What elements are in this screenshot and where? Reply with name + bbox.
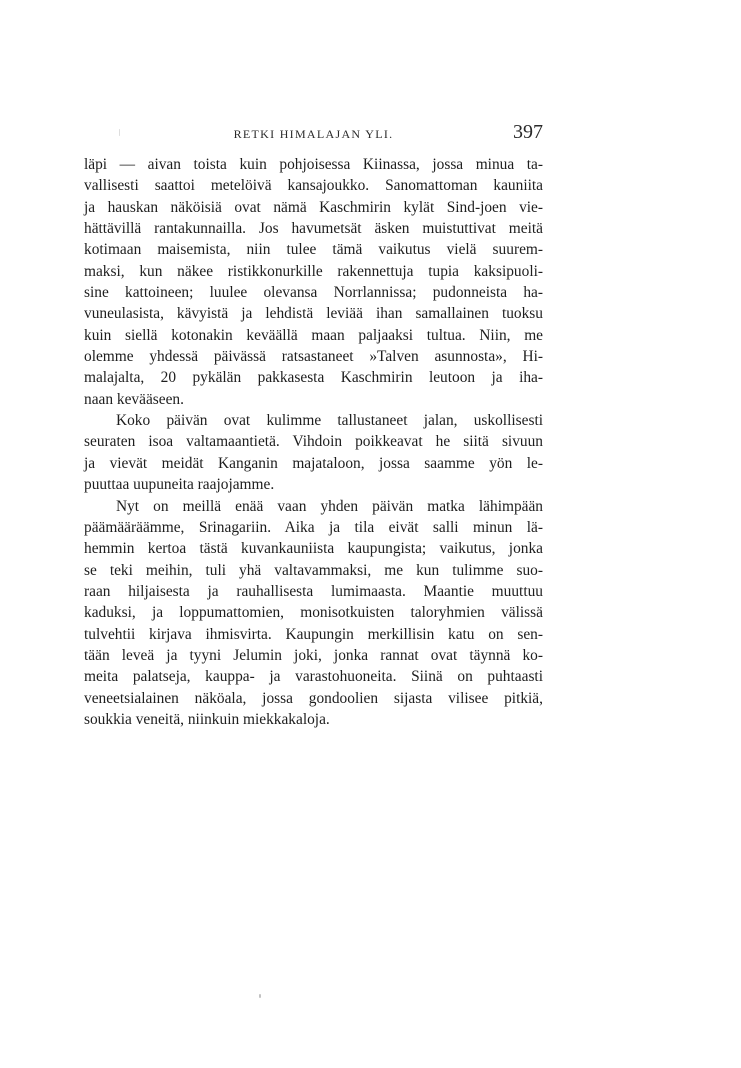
text-line: maksi, kun näkee ristikkonurkille rakennettuja tupia kaksipuoli- xyxy=(84,262,543,280)
text-line: Nyt on meillä enää vaan yhden päivän matka lähimpään xyxy=(116,497,543,515)
text-line: hemmin kertoa tästä kuvankauniista kaupungista; vaikutus, jonka xyxy=(84,540,543,558)
text-line: Koko päivän ovat kulimme tallustaneet jalan, uskollisesti xyxy=(116,412,543,430)
paragraph xyxy=(84,496,543,731)
text-line: kotimaan maisemista, niin tulee tämä vaikutus vielä suurem- xyxy=(84,241,543,259)
text-line: ja hauskan näköisiä ovat nämä Kaschmirin kylät Sind-joen vie- xyxy=(84,198,543,216)
page-number: 397 xyxy=(513,121,543,143)
text-line: ja vievät meidät Kanganin majataloon, jossa saamme yön le- xyxy=(84,454,543,472)
scan-speck xyxy=(259,994,261,998)
text-line: tään leveä ja tyyni Jelumin joki, jonka rannat ovat täynnä ko- xyxy=(84,646,543,664)
body-text xyxy=(84,154,543,730)
text-line: seuraten isoa valtamaantietä. Vihdoin poikkeavat he siitä sivuun xyxy=(84,433,543,451)
text-line: olemme yhdessä päivässä ratsastaneet »Talven asunnosta», Hi- xyxy=(84,348,543,366)
text-line: kuin siellä kotonakin keväällä maan paljaaksi tultua. Niin, me xyxy=(84,326,543,344)
text-line: tulvehtii kirjava ihmisvirta. Kaupungin merkillisin katu on sen- xyxy=(84,625,543,643)
text-line: meita palatseja, kauppa- ja varastohuoneita. Siinä on puhtaasti xyxy=(84,668,543,686)
text-line: soukkia veneitä, niinkuin miekkakaloja. xyxy=(84,710,330,728)
text-line: veneetsialainen näköala, jossa gondoolien sijasta vilisee pitkiä, xyxy=(84,689,543,707)
text-line: päämääräämme, Srinagariin. Aika ja tila eivät salli minun lä- xyxy=(84,518,543,536)
running-title: RETKI HIMALAJAN YLI. xyxy=(233,127,394,141)
text-line: vuneulasista, kävyistä ja lehdistä leviää ihan samallainen tuoksu xyxy=(84,305,543,323)
text-line: hättävillä rantakunnailla. Jos havumetsät äsken muistuttivat meitä xyxy=(84,220,543,238)
running-head xyxy=(84,121,543,149)
text-line: malajalta, 20 pykälän pakkasesta Kaschmirin leutoon ja iha- xyxy=(84,369,543,387)
text-line: naan kevääseen. xyxy=(84,390,184,408)
text-line: se teki meihin, tuli yhä valtavammaksi, me kun tulimme suo- xyxy=(84,561,543,579)
text-line: vallisesti saattoi metelöivä kansajoukko. Sanomattoman kauniita xyxy=(84,177,543,195)
paragraph xyxy=(84,410,543,495)
text-line: läpi — aivan toista kuin pohjoisessa Kiinassa, jossa minua ta- xyxy=(84,156,543,173)
text-line: raan hiljaisesta ja rauhallisesta lumimaasta. Maantie muuttuu xyxy=(84,582,543,600)
text-line: puuttaa uupuneita raajojamme. xyxy=(84,476,275,494)
paragraph xyxy=(84,154,543,410)
text-line: kaduksi, ja loppumattomien, monisotkuisten taloryhmien välissä xyxy=(84,604,543,622)
text-line: sine kattoineen; luulee olevansa Norrlannissa; pudonneista ha- xyxy=(84,284,543,302)
